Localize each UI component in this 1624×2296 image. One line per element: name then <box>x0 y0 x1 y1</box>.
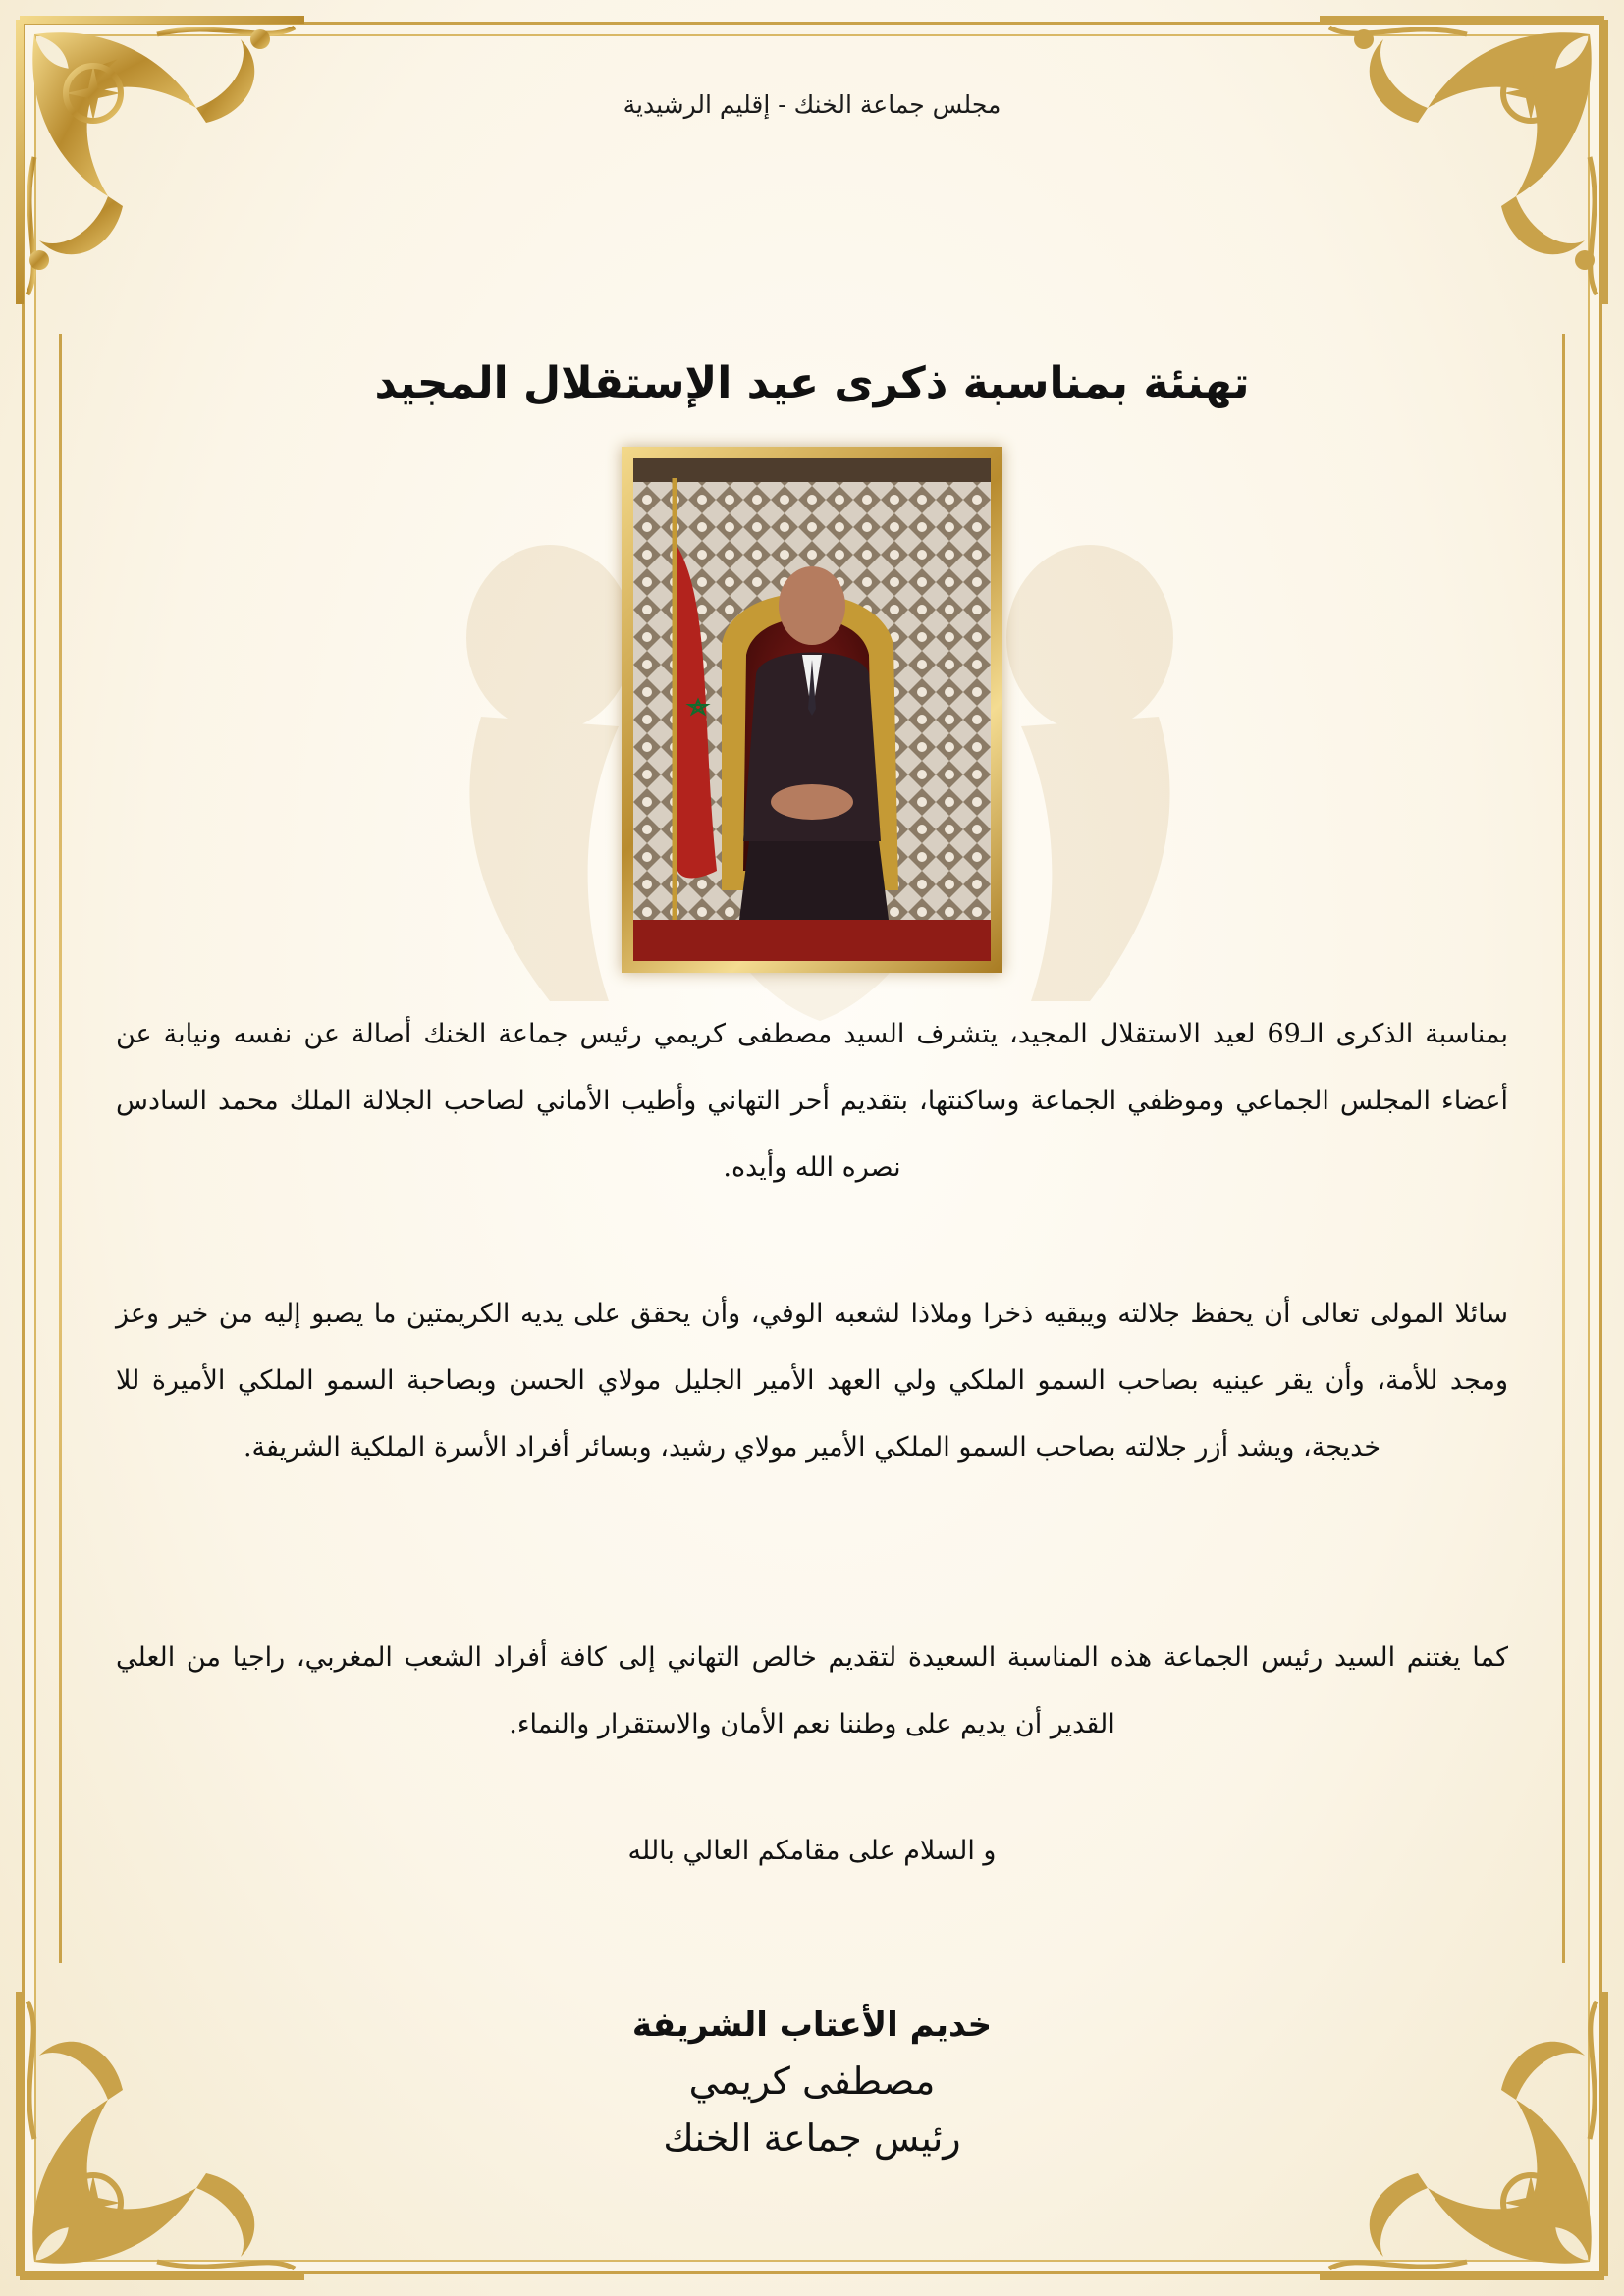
left-gold-rule <box>59 334 62 1963</box>
municipality-header: مجلس جماعة الخنك - إقليم الرشيدية <box>623 90 1001 119</box>
portrait-frame <box>622 447 1002 973</box>
corner-ornament-icon <box>0 0 324 324</box>
signature-block <box>0 1998 1624 2166</box>
closing-salutation: و السلام على مقامكم العالي بالله <box>627 1836 997 1866</box>
corner-ornament-icon <box>1300 0 1624 324</box>
paragraph-prayers: سائلا المولى تعالى أن يحفظ جلالته ويبقيه ذخرا وملاذا لشعبه الوفي، وأن يحقق على يديه الكريمتين ما يصبو إليه من خير وعز ومجد للأمة، وأن يقر عينيه بصاحب السمو الملكي ولي العهد الأمير الجليل مولاي الحسن وبصاحبة السمو الملكي الأميرة للا خديجة، ويشد أزر جلالته بصاحب السمو الملكي الأمير مولاي رشيد، وبسائر أفراد الأسرة الملكية الشريفة. <box>116 1299 1508 1463</box>
paragraph-congratulations: بمناسبة الذكرى الـ69 لعيد الاستقلال المجيد، يتشرف السيد مصطفى كريمي رئيس جماعة الخنك أصالة عن نفسه ونيابة عن أعضاء المجلس الجماعي وموظفي الجماعة وساكنتها، بتقديم أحر التهاني وأطيب الأماني لصاحب الجلالة الملك محمد السادس نصره الله وأيده. <box>116 1019 1508 1183</box>
page-title: تهنئة بمناسبة ذكرى عيد الإستقلال المجيد <box>374 358 1250 408</box>
signature-honorific: خديم الأعتاب الشريفة <box>631 2005 993 2045</box>
paragraph-public-greetings: كما يغتنم السيد رئيس الجماعة هذه المناسبة السعيدة لتقديم خالص التهاني إلى كافة أفراد الشعب المغربي، راجيا من العلي القدير أن يديم على وطننا نعم الأمان والاستقرار والنماء. <box>116 1642 1508 1739</box>
right-gold-rule <box>1562 334 1565 1963</box>
royal-portrait-image <box>633 458 991 961</box>
signature-role: رئيس جماعة الخنك <box>663 2116 961 2160</box>
signature-name: مصطفى كريمي <box>688 2059 936 2103</box>
